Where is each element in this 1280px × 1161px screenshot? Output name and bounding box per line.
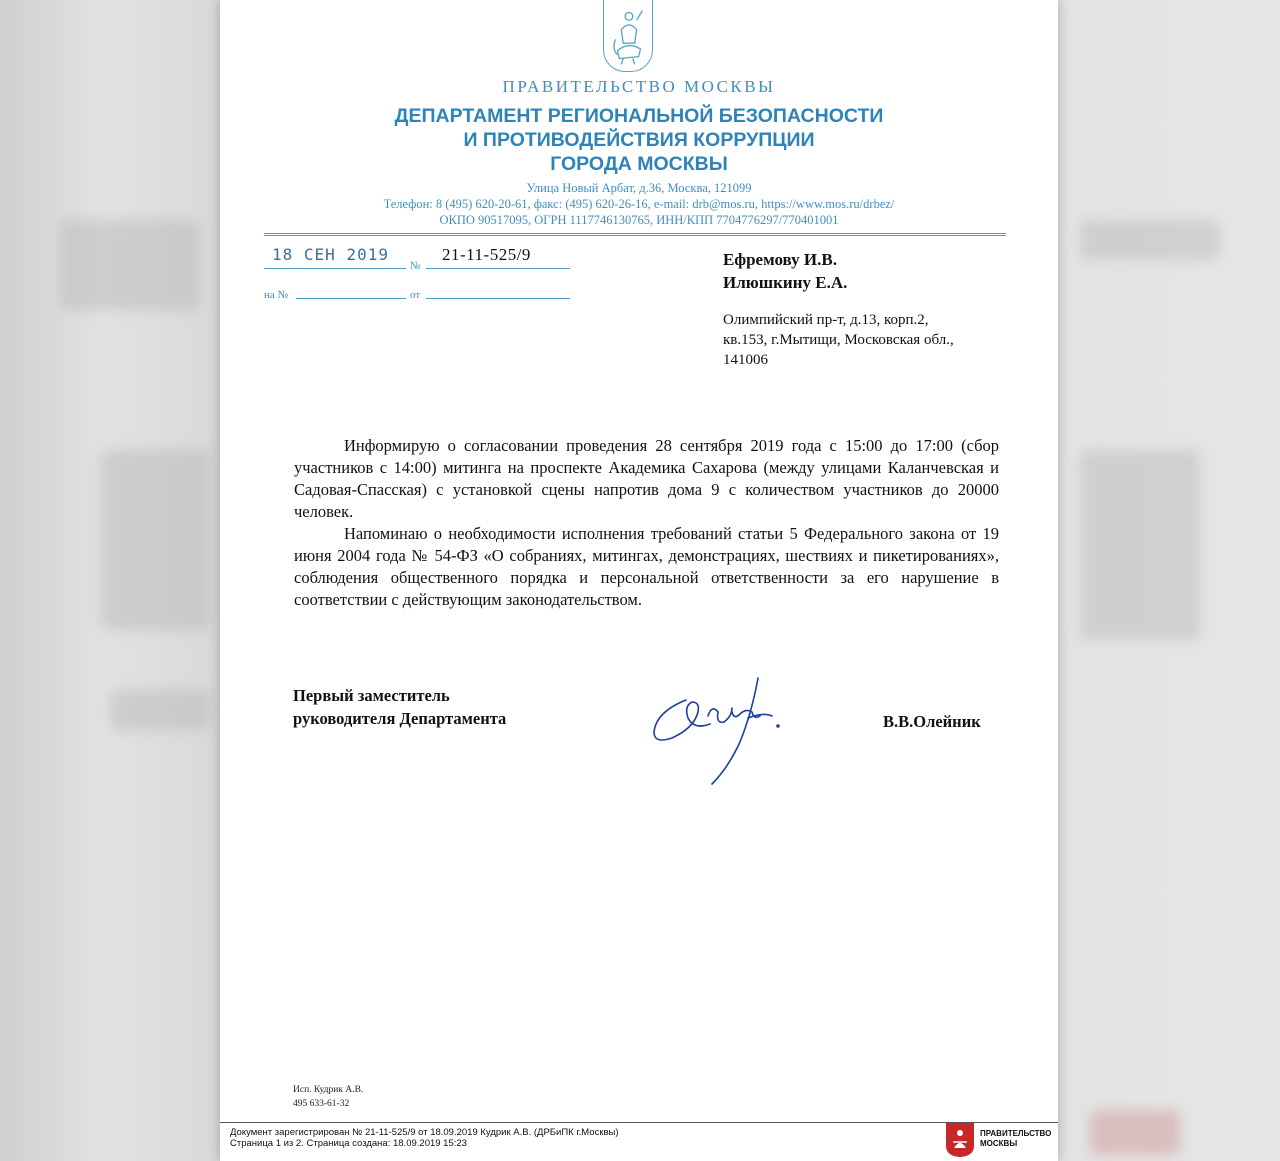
signatory-title <box>293 684 506 730</box>
department-line: ГОРОДА МОСКВЫ <box>550 153 728 175</box>
recipient-name: Илюшкину Е.А. <box>723 273 848 292</box>
letter-page <box>220 0 1058 1161</box>
footer-logo-line: МОСКВЫ <box>980 1139 1018 1148</box>
moscow-coat-of-arms <box>603 0 653 72</box>
signatory-title-line: руководителя Департамента <box>293 709 507 728</box>
executor-phone: 495 633-61-32 <box>293 1099 350 1109</box>
body-paragraph: Информирую о согласовании проведения 28 сентября 2019 года с 15:00 до 17:00 (сбор участников с 14:00) митинга на проспекте Академика Сахарова (между улицами Каланчевская и Садовая-Спасская) с установкой сцены напротив дома 9 с количеством участников до 20000 человек. <box>294 436 999 521</box>
body-paragraph: Напоминаю о необходимости исполнения требований статьи 5 Федерального закона от 19 июня 2004 года № 54-ФЗ «О собраниях, митингах, демонстрациях, шествиях и пикетированиях», соблюдения общественного порядка и персональной ответственности за его нарушение в соответствии с действующим законодательством. <box>294 524 999 609</box>
signatory-title-line: Первый заместитель <box>293 686 450 705</box>
department-contacts <box>220 180 1058 228</box>
signatory-name: В.В.Олейник <box>883 712 981 731</box>
reply-label: на № <box>264 289 289 301</box>
registration-footer <box>230 1127 619 1149</box>
department-name <box>220 104 1058 176</box>
registration-number: 21-11-525/9 <box>442 245 531 264</box>
recipient-address <box>723 310 954 370</box>
from-underline <box>426 298 570 299</box>
footer-page-info: Страница 1 из 2. Страница создана: 18.09.2019 15:23 <box>230 1138 467 1149</box>
footer-logo-text <box>980 1129 1051 1149</box>
backdrop-blur-band <box>60 220 200 310</box>
coat-of-arms-icon <box>604 0 652 71</box>
date-underline <box>264 268 406 269</box>
recipient-address-line: 141006 <box>723 352 768 368</box>
number-label: № <box>410 260 421 272</box>
backdrop-blur-band <box>1090 1110 1180 1155</box>
backdrop-blur-band <box>1080 450 1200 640</box>
handwritten-signature <box>648 672 798 790</box>
executor-info <box>293 1083 363 1111</box>
footer-registered: Документ зарегистрирован № 21-11-525/9 от 18.09.2019 Кудрик А.В. (ДРБиПК г.Москвы) <box>230 1127 619 1138</box>
from-label: от <box>410 289 421 301</box>
recipient-names <box>723 248 847 294</box>
footer-divider <box>220 1122 1058 1123</box>
moscow-government-logo-icon <box>945 1122 975 1158</box>
department-line: И ПРОТИВОДЕЙСТВИЯ КОРРУПЦИИ <box>463 129 815 151</box>
contacts-address: Улица Новый Арбат, д.36, Москва, 121099 <box>526 181 752 195</box>
contacts-phone-email: Телефон: 8 (495) 620-20-61, факс: (495) 620-26-16, e-mail: drb@mos.ru, https://www.mos.ru/drbez/ <box>383 197 895 211</box>
recipient-address-line: кв.153, г.Мытищи, Московская обл., <box>723 332 954 348</box>
recipient-name: Ефремову И.В. <box>723 250 837 269</box>
backdrop-blur-band <box>100 450 210 630</box>
header-divider <box>264 233 1006 236</box>
date-stamp: 18 СЕН 2019 <box>272 245 389 264</box>
contacts-registry-codes: ОКПО 90517095, ОГРН 1117746130765, ИНН/КПП 7704776297/770401001 <box>439 213 839 227</box>
department-line: ДЕПАРТАМЕНТ РЕГИОНАЛЬНОЙ БЕЗОПАСНОСТИ <box>394 105 884 127</box>
footer-logo-line: ПРАВИТЕЛЬСТВО <box>980 1129 1052 1138</box>
executor-name: Исп. Кудрик А.В. <box>293 1085 364 1095</box>
letter-body <box>294 435 999 611</box>
recipient-address-line: Олимпийский пр-т, д.13, корп.2, <box>723 312 929 328</box>
government-title: ПРАВИТЕЛЬСТВО МОСКВЫ <box>502 77 776 96</box>
reply-underline <box>296 298 406 299</box>
number-underline <box>426 268 570 269</box>
backdrop-blur-band <box>110 690 210 730</box>
backdrop-blur-band <box>1080 220 1220 260</box>
